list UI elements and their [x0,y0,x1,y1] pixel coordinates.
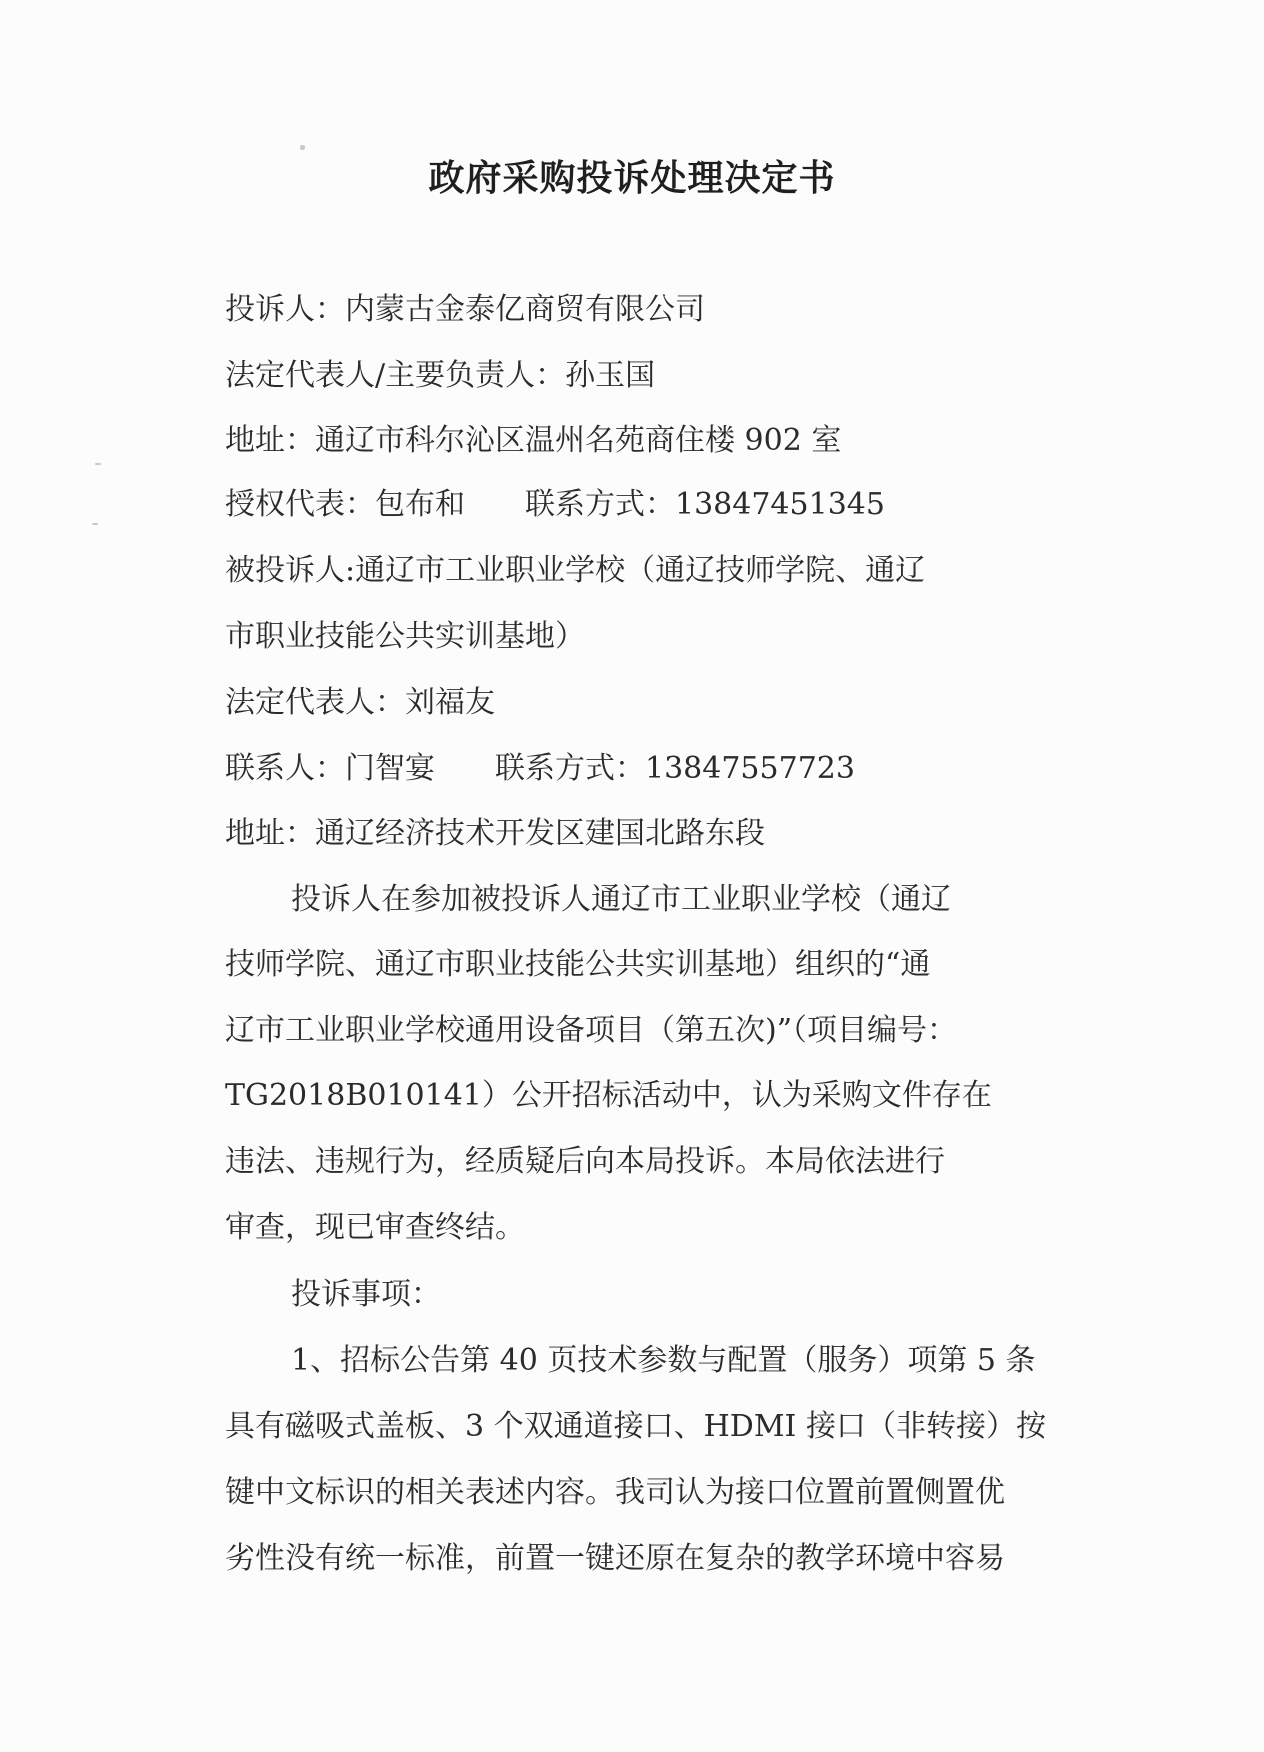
item-line: 具有磁吸式盖板、3 个双通道接口、HDMI 接口（非转接）按 [225,1409,1046,1444]
item-line: 1、招标公告第 40 页技术参数与配置（服务）项第 5 条 [291,1343,1036,1378]
respondent-rep-line: 法定代表人：刘福友 [225,685,495,720]
paragraph-line: 技师学院、通辽市职业技能公共实训基地）组织的“通 [225,947,931,982]
paragraph-line: 审查，现已审查终结。 [225,1210,525,1245]
authorized-rep-contact: 联系方式：13847451345 [525,487,885,522]
respondent-contact-person: 联系人：门智宴 [225,751,435,786]
respondent-contact-phone: 联系方式：13847557723 [495,751,855,786]
paragraph-line: 辽市工业职业学校通用设备项目（第五次)”（项目编号： [225,1013,958,1048]
complaint-matters-heading: 投诉事项： [291,1277,441,1312]
respondent-line-1: 被投诉人:通辽市工业职业学校（通辽技师学院、通辽 [225,553,926,588]
item-line: 劣性没有统一标准，前置一键还原在复杂的教学环境中容易 [225,1541,1005,1576]
complainant-address-line: 地址：通辽市科尔沁区温州名苑商住楼 902 室 [225,423,842,458]
complainant-rep-line: 法定代表人/主要负责人：孙玉国 [225,358,656,393]
respondent-line-2: 市职业技能公共实训基地） [225,619,585,654]
authorized-rep-name: 授权代表：包布和 [225,487,465,522]
paragraph-line: 投诉人在参加被投诉人通辽市工业职业学校（通辽 [291,882,951,917]
paragraph-line: 违法、违规行为，经质疑后向本局投诉。本局依法进行 [225,1144,945,1179]
document-title: 政府采购投诉处理决定书 [428,157,836,199]
scan-speck [95,463,101,465]
authorized-rep-line [225,485,885,525]
respondent-address-line: 地址：通辽经济技术开发区建国北路东段 [225,816,765,851]
respondent-contact-line [225,749,855,789]
scan-speck [92,523,98,525]
item-line: 键中文标识的相关表述内容。我司认为接口位置前置侧置优 [225,1475,1005,1510]
complainant-line: 投诉人：内蒙古金泰亿商贸有限公司 [225,292,705,327]
paragraph-line: TG2018B010141）公开招标活动中，认为采购文件存在 [225,1078,992,1113]
